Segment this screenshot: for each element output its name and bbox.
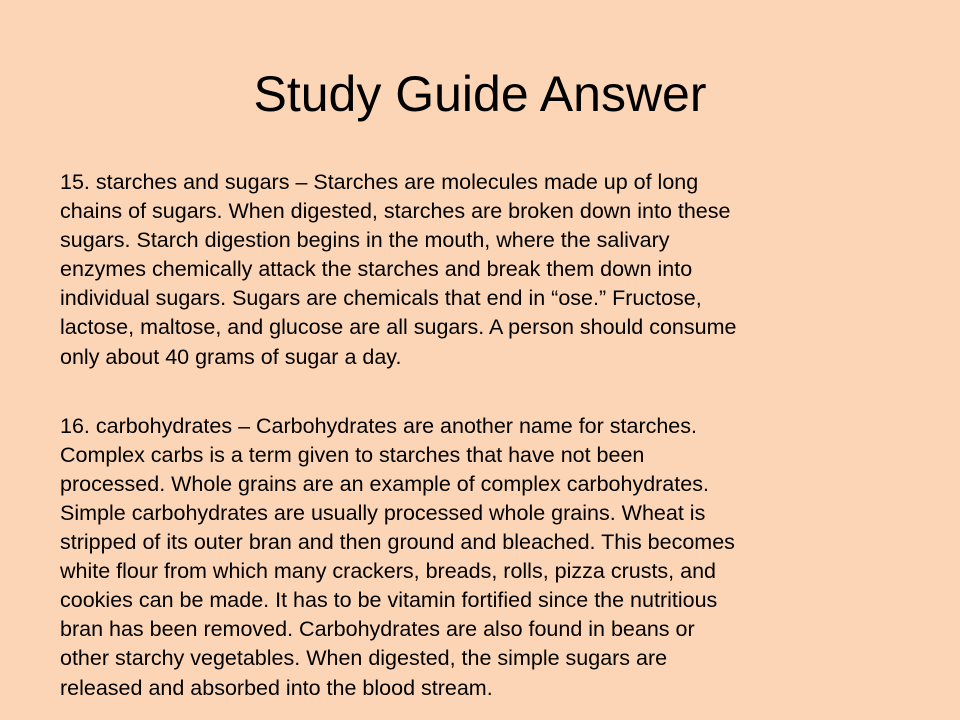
paragraph-line: bran has been removed. Carbohydrates are also found in beans or: [60, 617, 695, 642]
paragraph-line: enzymes chemically attack the starches and break them down into: [60, 257, 693, 282]
paragraph-line: white flour from which many crackers, breads, rolls, pizza crusts, and: [60, 559, 716, 584]
slide-title: Study Guide Answer: [253, 66, 707, 122]
paragraph-line: individual sugars. Sugars are chemicals that end in “ose.” Fructose,: [60, 286, 702, 311]
paragraph-line: chains of sugars. When digested, starches are broken down into these: [60, 199, 731, 224]
paragraph-line: only about 40 grams of sugar a day.: [60, 344, 402, 369]
paragraph-line: Simple carbohydrates are usually processed whole grains. Wheat is: [60, 500, 706, 525]
paragraph-line: 15. starches and sugars – Starches are molecules made up of long: [60, 170, 699, 194]
paragraph-line: sugars. Starch digestion begins in the mouth, where the salivary: [60, 228, 670, 253]
paragraph-line: Complex carbs is a term given to starches that have not been: [60, 442, 645, 467]
paragraph-line: lactose, maltose, and glucose are all sugars. A person should consume: [60, 315, 737, 340]
paragraph-line: cookies can be made. It has to be vitamin fortified since the nutritious: [60, 588, 718, 613]
answer-paragraph-16: [60, 412, 908, 703]
paragraph-line: processed. Whole grains are an example of complex carbohydrates.: [60, 471, 709, 496]
slide-body: [60, 168, 908, 703]
answer-paragraph-15: [60, 168, 908, 372]
paragraph-line: released and absorbed into the blood stream.: [60, 675, 493, 700]
paragraph-line: other starchy vegetables. When digested, the simple sugars are: [60, 646, 668, 671]
paragraph-line: stripped of its outer bran and then ground and bleached. This becomes: [60, 530, 735, 555]
paragraph-line: 16. carbohydrates – Carbohydrates are another name for starches.: [60, 413, 697, 438]
